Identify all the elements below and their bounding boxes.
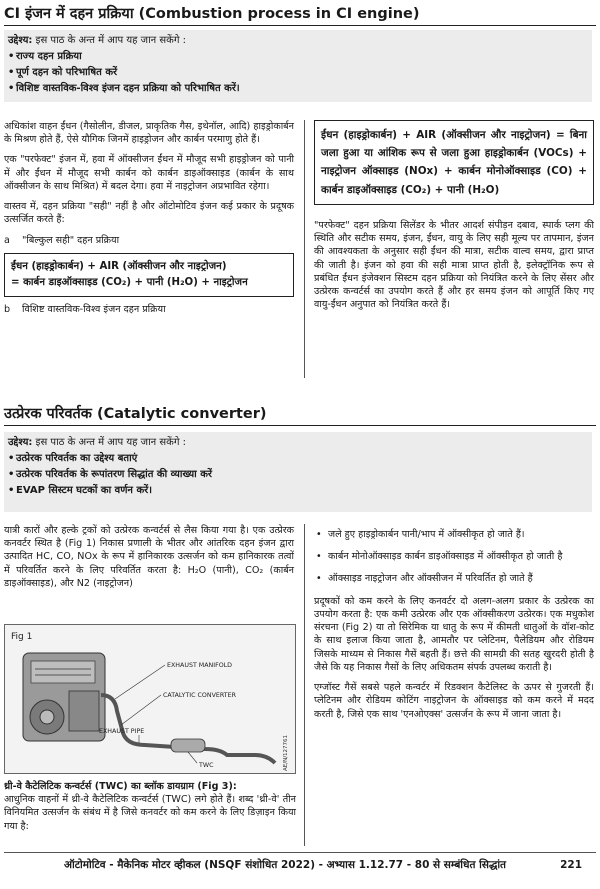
label-exhaust-manifold: EXHAUST MANIFOLD (167, 662, 233, 669)
objective-item: • EVAP सिस्टम घटकों का वर्णन करें। (8, 483, 588, 499)
paragraph: अधिकांश वाहन ईंधन (गैसोलीन, डीजल, प्राकृतिक गैस, इथेनॉल, आदि) हाइड्रोकार्बन के मिश्रण होते हैं, ऐसे यौगिक जिनमें हाइड्रोजन और कार्बन परमाणु होते हैं। (4, 121, 294, 146)
objective-item: • उत्प्रेरक परिवर्तक का उद्देश्य बताएं (8, 451, 588, 467)
label-exhaust-pipe: EXHAUST PIPE (99, 728, 145, 735)
objectives-box-combustion (4, 30, 592, 102)
list-item: • ऑक्साइड नाइट्रोजन और ऑक्सीजन में परिवर्तित हो जाते हैं (314, 572, 594, 585)
section-title-combustion: CI इंजन में दहन प्रक्रिया (Combustion process in CI engine) (4, 6, 596, 23)
figure-code: AE/N/127761 (283, 734, 289, 771)
objective-item: • उत्प्रेरक परिवर्तक के रूपांतरण सिद्धांत की व्याख्या करें (8, 467, 588, 483)
figure-1 (4, 624, 296, 774)
list-item: • कार्बन मोनोऑक्साइड कार्बन डाइऑक्साइड में ऑक्सीकृत हो जाती है (314, 550, 594, 563)
paragraph: एग्जॉस्ट गैसें सबसे पहले कन्वर्टर में रिडक्शन कैटेलिस्ट के ऊपर से गुजरती हैं। प्लेटिनम और रोडियम कोटिंग नाइट्रोजन के ऑक्साइड को कम करने में मदद करती है, जिसे एक साथ 'एनओएक्स' उत्सर्जन के रूप में जाना जाता है। (314, 682, 594, 720)
list-item-a: a "बिल्कुल सही" दहन प्रक्रिया (4, 234, 120, 246)
paragraph: प्रदूषकों को कम करने के लिए कनवर्टर दो अलग-अलग प्रकार के उत्प्रेरक का उपयोग करता है: एक कमी उत्प्रेरक और एक ऑक्सीकरण उत्प्रेरक। एक मधुकोश संरचना (Fig 2) या तो सिरेमिक या धातु के रूप में कीमती धातुओं के वॉश-कोट के साथ इलाज किया जाता है, आमतौर पर प्लेटिनम, पैलेडियम और रोडियम जिसके माध्यम से निकास गैसें बहती हैं। छत्ते की सामग्री की सतह खुरदरी होती है जैसे कि यह निकास गैसों के लिए अधिकतम संपर्क उपलब्ध कराती है। (314, 595, 594, 673)
engine-icon (23, 653, 105, 741)
footer-rule (4, 852, 596, 853)
objective-item: • पूर्ण दहन को परिभाषित करें (8, 65, 588, 81)
exhaust-system-illustration (5, 625, 296, 774)
paragraph: वास्तव में, दहन प्रक्रिया "सही" नहीं है और ऑटोमोटिव इंजन कई प्रकार के प्रदूषक उत्सर्जित करते हैं: (4, 201, 294, 226)
figure-title: Fig 1 (11, 632, 33, 642)
label-catalytic-converter: CATALYTIC CONVERTER (163, 692, 236, 699)
title-rule (4, 425, 596, 427)
objectives-box-catalytic (4, 432, 592, 512)
title-rule (4, 25, 596, 27)
catalytic-left-column-lower (4, 780, 296, 840)
catalytic-right-column (314, 528, 594, 728)
paragraph: एक "परफेक्ट" इंजन में, हवा में ऑक्सीजन ईंधन में मौजूद सभी हाइड्रोजन को पानी में और ईंधन में मौजूद सभी कार्बन को कार्बन डाइऑक्साइड (कार्बन के साथ ऑक्सीजन के साथ मिश्रित) में बदल देगा। हवा में नाइट्रोजन अप्रभावित रहेगा। (4, 154, 294, 192)
conversion-list (314, 528, 594, 586)
paragraph: "परफेक्ट" दहन प्रक्रिया सिलेंडर के भीतर आदर्श संपीड़न दबाव, स्पार्क प्लग की स्थिति और सटीक समय, इंजन, ईंधन, वायु के लिए सही मूल्य पर तापमान, इंजन की आवश्यकता के अनुसार सही ईंधन की मात्रा, सटीक वाल्व समय, द्वारा प्राप्त की जाती है। इंजन को हवा की सही मात्रा प्राप्त होती है, इलेक्ट्रॉनिक रूप से प्रबंधित ईंधन इंजेक्शन सिस्टम दहन प्रक्रिया को नियंत्रित करने के लिए सेंसर और उत्प्रेरक कन्वर्टर्स का उपयोग करते हैं और हर समय इंजन को आपूर्ति किए गए वायु-ईंधन अनुपात को नियंत्रित करते हैं। (314, 219, 594, 311)
list-item-b: b विशिष्ट वास्तविक-विश्व इंजन दहन प्रक्रिया (4, 303, 166, 315)
column-divider (304, 120, 305, 378)
combustion-left-column (4, 120, 294, 322)
objective-item: • विशिष्ट वास्तविक-विश्व इंजन दहन प्रक्रिया को परिभाषित करें। (8, 81, 588, 97)
section-title-catalytic: उत्प्रेरक परिवर्तक (Catalytic converter) (4, 406, 596, 423)
page-number: 221 (560, 859, 582, 871)
paragraph: यात्री कारों और हल्के ट्रकों को उत्प्रेरक कन्वर्टर्स से लैस किया गया है। एक उत्प्रेरक कनवर्टर स्थित है (Fig 1) निकास प्रणाली के भीतर और आंतरिक दहन इंजन द्वारा उत्पादित HC, CO, NOx के रूप में हानिकारक उत्सर्जन को कम हानिकारक तत्वों में परिवर्तित करने के लिए परिवर्तित करता है: H₂O (पानी), CO₂ (कार्बन डाइऑक्साइड), और N2 (नाइट्रोजन) (4, 525, 294, 589)
label-twc: TWC (199, 762, 214, 769)
list-item: • जले हुए हाइड्रोकार्बन पानी/भाप में ऑक्सीकृत हो जाते हैं। (314, 528, 594, 541)
catalytic-left-column (4, 524, 294, 597)
paragraph: आधुनिक वाहनों में थ्री-वे कैटेलिटिक कन्वर्टर्स (TWC) लगे होते हैं। शब्द 'थ्री-वे' तीन विनियमित उत्सर्जन के संबंध में है जिसे कनवर्टर को कम करने के लिए डिज़ाइन किया गया है: (4, 794, 296, 832)
fig3-heading: थ्री-वे कैटेलिटिक कन्वर्टर्स (TWC) का ब्लॉक डायग्राम (Fig 3): (4, 781, 237, 792)
objective-item: • राज्य दहन प्रक्रिया (8, 49, 588, 65)
objective-list (8, 49, 588, 98)
objective-heading: उद्देश्य: इस पाठ के अन्त में आप यह जान सकेंगे : (8, 35, 187, 46)
objective-list (8, 451, 588, 500)
combustion-right-column (314, 120, 594, 318)
footer-text: ऑटोमोटिव - मैकेनिक मोटर व्हीकल (NSQF संशोधित 2022) - अभ्यास 1.12.77 - 80 से सम्बंधित सिद्धांत (64, 859, 507, 871)
column-divider (304, 524, 305, 846)
real-world-combustion-equation: ईंधन (हाइड्रोकार्बन) + AIR (ऑक्सीजन और नाइट्रोजन) = बिना जला हुआ या आंशिक रूप से जला हुआ हाइड्रोकार्बन (VOCs) + नाइट्रोजन ऑक्साइड (NOx) + कार्बन मोनोऑक्साइड (CO) + कार्बन डाइऑक्साइड (CO₂) + पानी (H₂O) (314, 120, 594, 205)
objective-heading: उद्देश्य: इस पाठ के अन्त में आप यह जान सकेंगे : (8, 437, 187, 448)
perfect-combustion-equation: ईंधन (हाइड्रोकार्बन) + AIR (ऑक्सीजन और नाइट्रोजन) = कार्बन डाइऑक्साइड (CO₂) + पानी (H₂O) + नाइट्रोजन (4, 253, 294, 297)
